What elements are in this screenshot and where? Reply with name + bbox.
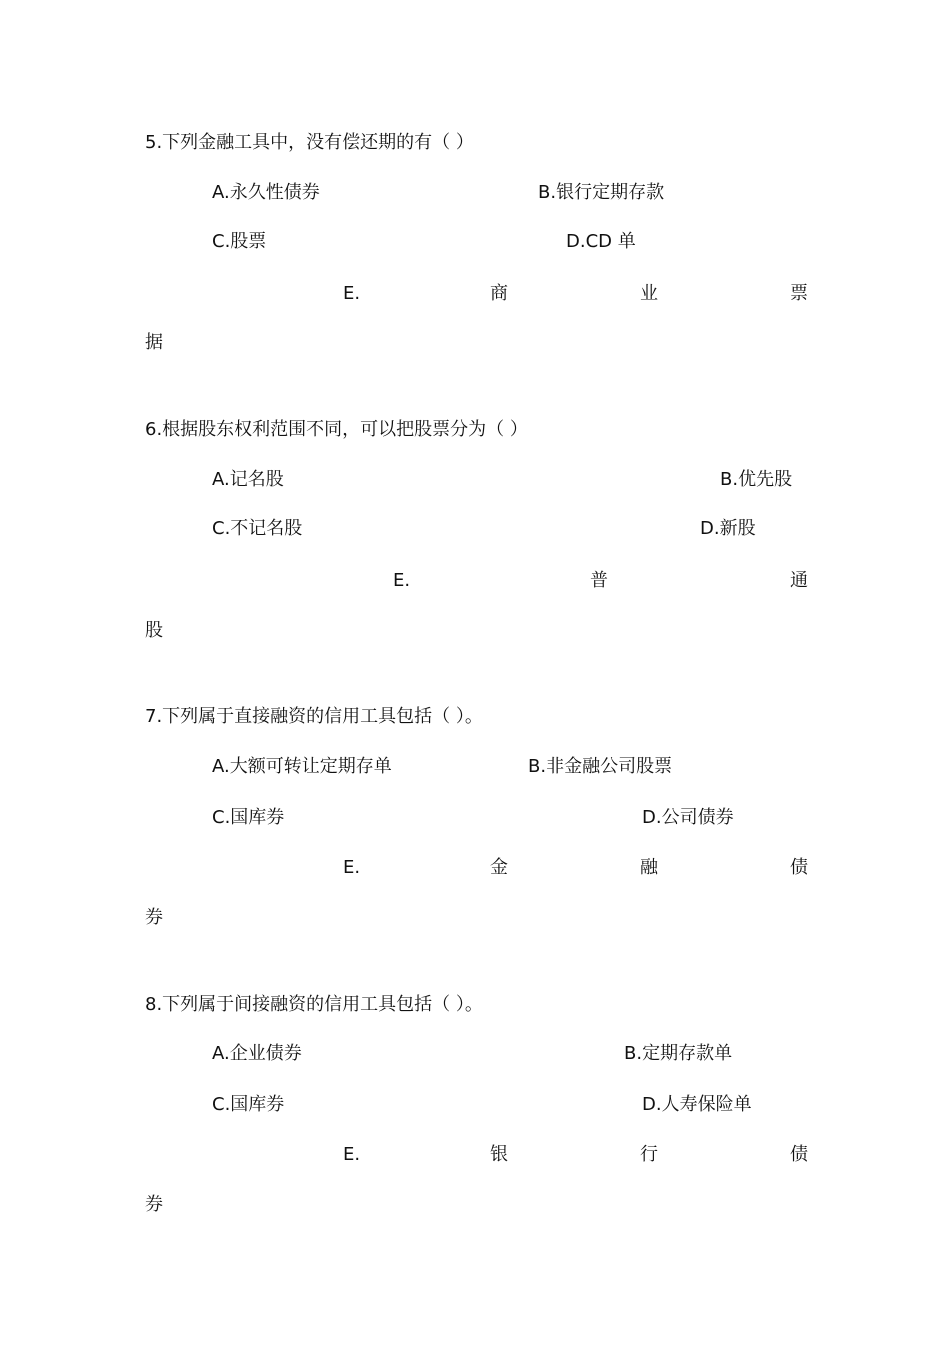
question-7-stem: 7.下列属于直接融资的信用工具包括（ ）。 bbox=[145, 706, 483, 727]
question-8-option-e-char-1: 银 bbox=[490, 1144, 508, 1165]
question-6-stem: 6.根据股东权利范围不同，可以把股票分为（ ） bbox=[145, 419, 528, 440]
question-8-option-d: D.人寿保险单 bbox=[642, 1094, 752, 1115]
question-7-option-e-tail: 券 bbox=[145, 907, 163, 928]
question-8-stem: 8.下列属于间接融资的信用工具包括（ ）。 bbox=[145, 994, 483, 1015]
question-5-option-e-char-2: 业 bbox=[640, 283, 658, 304]
question-7-option-e-label: E. bbox=[343, 857, 361, 878]
question-8-option-e-tail: 券 bbox=[145, 1194, 163, 1215]
question-7-option-b: B.非金融公司股票 bbox=[528, 756, 673, 777]
question-5-option-e-char-1: 商 bbox=[490, 283, 508, 304]
question-5-option-e-tail: 据 bbox=[145, 332, 163, 353]
question-5-option-e-label: E. bbox=[343, 283, 361, 304]
question-5-option-d: D.CD 单 bbox=[566, 231, 636, 252]
question-6-option-e-char-2: 通 bbox=[790, 570, 808, 591]
question-5-option-a: A.永久性债券 bbox=[212, 182, 320, 203]
question-7-option-e-char-1: 金 bbox=[490, 857, 508, 878]
question-7-option-a: A.大额可转让定期存单 bbox=[212, 756, 392, 777]
question-8-option-a: A.企业债券 bbox=[212, 1043, 302, 1064]
question-6-option-b: B.优先股 bbox=[720, 469, 793, 490]
question-8-option-e-label: E. bbox=[343, 1144, 361, 1165]
question-7-option-e-char-2: 融 bbox=[640, 857, 658, 878]
question-6-option-e-label: E. bbox=[393, 570, 411, 591]
question-6-option-d: D.新股 bbox=[700, 518, 756, 539]
question-5-option-c: C.股票 bbox=[212, 231, 267, 252]
question-8-option-e-char-2: 行 bbox=[640, 1144, 658, 1165]
question-8-option-e-char-3: 债 bbox=[790, 1144, 808, 1165]
question-7-option-e-char-3: 债 bbox=[790, 857, 808, 878]
question-6-option-e-char-1: 普 bbox=[590, 570, 608, 591]
question-8-option-c: C.国库券 bbox=[212, 1094, 285, 1115]
question-5-stem: 5.下列金融工具中，没有偿还期的有（ ） bbox=[145, 132, 474, 153]
question-7-option-d: D.公司债券 bbox=[642, 807, 734, 828]
question-5-option-b: B.银行定期存款 bbox=[538, 182, 665, 203]
question-6-option-e-tail: 股 bbox=[145, 620, 163, 641]
question-8-option-b: B.定期存款单 bbox=[624, 1043, 733, 1064]
question-6-option-a: A.记名股 bbox=[212, 469, 284, 490]
question-5-option-e-char-3: 票 bbox=[790, 283, 808, 304]
question-7-option-c: C.国库券 bbox=[212, 807, 285, 828]
question-6-option-c: C.不记名股 bbox=[212, 518, 303, 539]
